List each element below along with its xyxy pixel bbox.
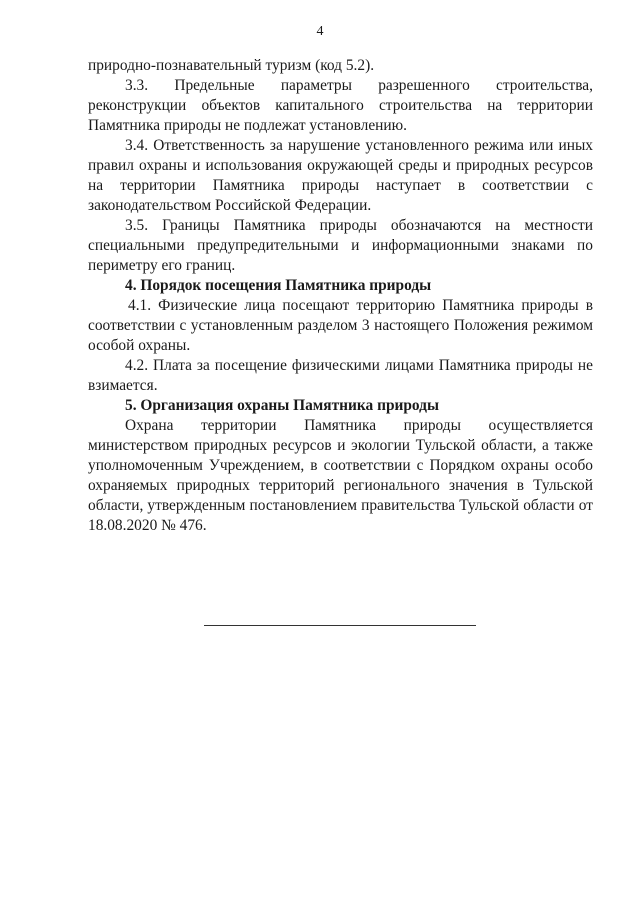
paragraph-tourism-continuation: природно-познавательный туризм (код 5.2). [88,57,375,74]
page-number: 4 [316,24,324,39]
paragraph-4-2: 4.2. Плата за посещение физическими лицами Памятника природы не взимается. [88,357,593,394]
end-divider-line [204,625,476,626]
section-5-heading: 5. Организация охраны Памятника природы [125,397,439,414]
paragraph-3-5: 3.5. Границы Памятника природы обозначаются на местности специальными предупредительными и информационными знаками по периметру его границ. [88,217,593,274]
document-body [88,56,593,536]
paragraph-4-1: 4.1. Физические лица посещают территорию Памятника природы в соответствии с установленным разделом 3 настоящего Положения режимом особой охраны. [88,297,593,354]
paragraph-3-3: 3.3. Предельные параметры разрешенного строительства, реконструкции объектов капитального строительства на территории Памятника природы не подлежат установлению. [88,77,593,134]
paragraph-5-1: Охрана территории Памятника природы осуществляется министерством природных ресурсов и экологии Тульской области, а также уполномоченным Учреждением, в соответствии с Порядком охраны особо охраняемых природных территорий регионального значения в Тульской области, утвержденным постановлением правительства Тульской области от 18.08.2020 № 476. [88,417,593,534]
paragraph-3-4: 3.4. Ответственность за нарушение установленного режима или иных правил охраны и использования окружающей среды и природных ресурсов на территории Памятника природы наступает в соответствии с законодательством Российской Федерации. [88,137,593,214]
section-4-heading: 4. Порядок посещения Памятника природы [125,277,432,294]
